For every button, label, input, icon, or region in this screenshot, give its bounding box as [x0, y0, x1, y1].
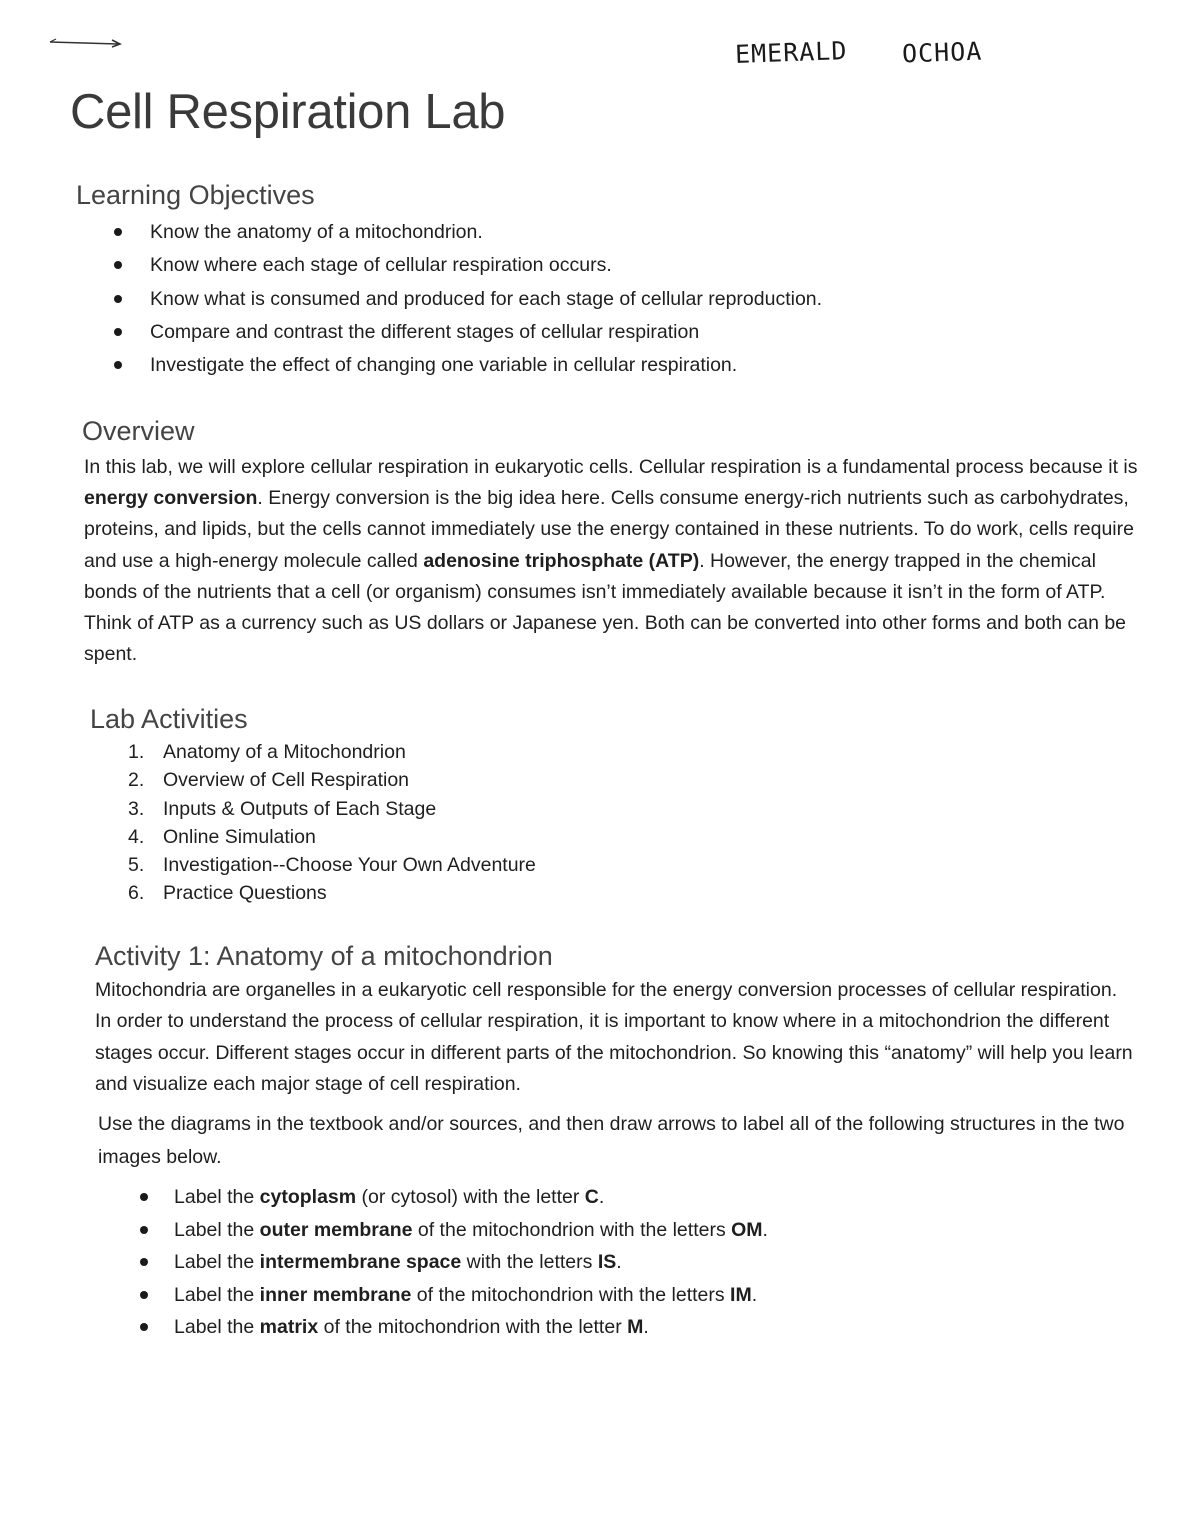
handwritten-last-name: OCHOA	[901, 36, 983, 69]
label-text: Label the	[174, 1186, 260, 1208]
overview-text-part: . Energy conversion is the big idea here. Cells consume energy-rich nutrients such as carbohydrates, proteins, and lipids, but the cells cannot immediately use the energy contained in these nutrients. To do work, cells require and use a high-energy molecule called	[84, 487, 1134, 572]
overview-text-part: . However, the energy trapped in the chemical bonds of the nutrients that a cell (or organism) consumes isn’t immediately available because it isn’t in the form of ATP. Think of ATP as a currency such as US dollars or Japanese yen. Both can be converted into other forms and both can be spent.	[84, 549, 1127, 666]
instructions-paragraph: Use the diagrams in the textbook and/or sources, and then draw arrows to label all of the following structures in the two images below.	[98, 1113, 1125, 1168]
activity1-paragraph: Mitochondria are organelles in a eukaryotic cell responsible for the energy conversion processes of cellular respiration. In order to understand the process of cellular respiration, it is important to know where in a mitochondrion the different stages occur. Different stages occur in different parts of the mitochondrion. So knowing this “anatomy” will help you learn and visualize each major stage of cell respiration.	[95, 979, 1133, 1095]
objective-item: Know what is consumed and produced for each stage of cellular reproduction.	[110, 285, 930, 318]
objective-item: Know the anatomy of a mitochondrion.	[110, 218, 930, 251]
overview-text-part: In this lab, we will explore cellular respiration in eukaryotic cells. Cellular respiration is a fundamental process because it is	[84, 456, 1138, 478]
label-text: with the letters	[461, 1251, 598, 1273]
activity-item	[128, 879, 648, 907]
label-text: of the mitochondrion with the letter	[318, 1316, 628, 1338]
activity-label: Practice Questions	[163, 882, 327, 905]
activity-item	[128, 738, 648, 766]
objective-item: Investigate the effect of changing one variable in cellular respiration.	[110, 351, 930, 384]
handwritten-first-name: EMERALD	[734, 36, 848, 69]
label-instruction-item	[136, 1183, 896, 1216]
activity-number: 3.	[128, 797, 145, 820]
objectives-list	[110, 218, 930, 384]
activity-number: 5.	[128, 854, 145, 877]
structure-term: outer membrane	[259, 1218, 413, 1241]
activity-label: Anatomy of a Mitochondrion	[163, 741, 406, 763]
label-instructions-list	[136, 1183, 896, 1346]
activity-item	[128, 795, 648, 823]
overview-paragraph	[84, 452, 1144, 670]
label-letter: OM	[731, 1218, 763, 1241]
label-instruction-item	[136, 1216, 896, 1249]
label-text: .	[762, 1218, 768, 1241]
overview-bold-term: adenosine triphosphate (ATP)	[423, 549, 700, 572]
activity-number: 1.	[128, 741, 145, 763]
page-title: Cell Respiration Lab	[70, 85, 506, 139]
activity-label: Investigation--Choose Your Own Adventure	[163, 854, 536, 877]
objective-item: Compare and contrast the different stages of cellular respiration	[110, 318, 930, 351]
activities-list	[128, 738, 648, 908]
activity-label: Inputs & Outputs of Each Stage	[163, 797, 437, 820]
activity-number: 4.	[128, 825, 145, 848]
activity-item	[128, 823, 648, 851]
label-text: of the mitochondrion with the letters	[412, 1218, 732, 1241]
label-text: .	[616, 1251, 622, 1273]
label-text: .	[598, 1186, 605, 1208]
activity-label: Overview of Cell Respiration	[163, 769, 410, 792]
overview-heading: Overview	[82, 416, 195, 446]
activity1-heading: Activity 1: Anatomy of a mitochondrion	[95, 941, 553, 971]
label-letter: IM	[730, 1283, 752, 1306]
label-text: .	[643, 1316, 649, 1338]
label-letter: IS	[597, 1251, 617, 1273]
structure-term: cytoplasm	[259, 1186, 357, 1208]
activity-number: 2.	[128, 769, 145, 792]
label-text: .	[751, 1283, 758, 1306]
label-text: Label the	[174, 1283, 260, 1306]
label-instruction-item	[136, 1313, 896, 1346]
label-text: Label the	[174, 1316, 260, 1338]
label-letter: C	[584, 1186, 599, 1208]
overview-bold-term: energy conversion	[84, 487, 258, 510]
label-letter: M	[627, 1316, 644, 1338]
label-text: of the mitochondrion with the letters	[411, 1283, 731, 1306]
activity-label: Online Simulation	[163, 825, 316, 848]
label-instruction-item	[136, 1281, 896, 1314]
structure-term: matrix	[259, 1316, 319, 1338]
label-text: Label the	[174, 1218, 260, 1241]
activity-number: 6.	[128, 882, 145, 905]
label-text: Label the	[174, 1251, 260, 1273]
label-text: (or cytosol) with the letter	[356, 1186, 585, 1208]
objective-item: Know where each stage of cellular respiration occurs.	[110, 251, 930, 284]
activity-item	[128, 766, 648, 794]
learning-objectives-heading: Learning Objectives	[76, 180, 315, 210]
structure-term: intermembrane space	[259, 1251, 462, 1273]
activity-item	[128, 851, 648, 879]
arrow-mark-icon	[48, 38, 124, 48]
structure-term: inner membrane	[259, 1283, 412, 1306]
lab-activities-heading: Lab Activities	[90, 704, 248, 734]
label-instruction-item	[136, 1248, 896, 1281]
